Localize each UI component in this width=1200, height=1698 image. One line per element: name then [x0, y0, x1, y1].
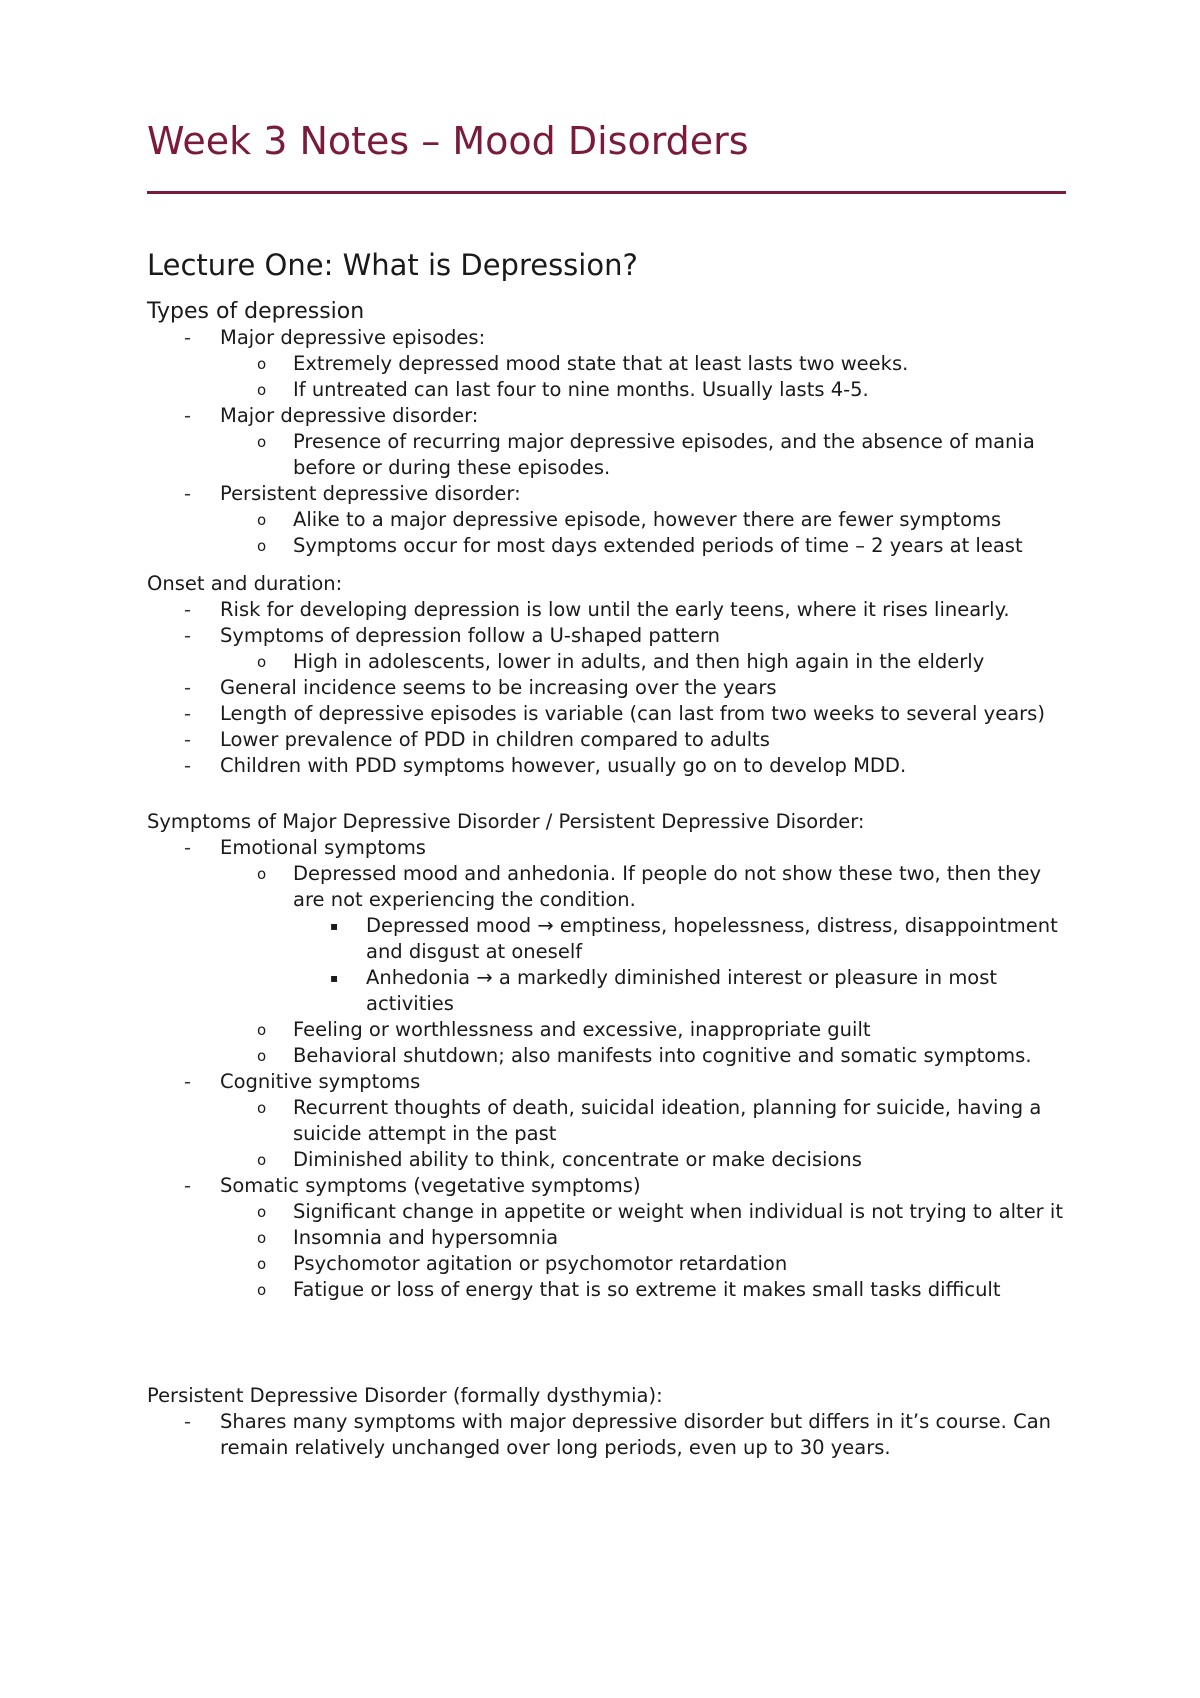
dash-bullet: -	[184, 728, 192, 751]
circle-bullet: o	[257, 1099, 267, 1117]
list-item: o Recurrent thoughts of death, suicidal ideation, planning for suicide, having a suicide attempt in the past	[257, 1096, 1042, 1145]
circle-bullet: o	[257, 1203, 267, 1221]
dash-bullet: -	[184, 676, 192, 699]
list-item: o If untreated can last four to nine months. Usually lasts 4-5.	[257, 378, 869, 401]
dash-bullet: -	[184, 1410, 192, 1433]
dash-bullet: -	[184, 624, 192, 647]
list-item: - Cognitive symptoms	[184, 1070, 421, 1093]
dash-bullet: -	[184, 702, 192, 725]
pdd-label: Persistent Depressive Disorder (formally dysthymia):	[147, 1384, 663, 1407]
circle-bullet: o	[257, 865, 267, 883]
list-item: o Presence of recurring major depressive episodes, and the absence of mania before or during these episodes.	[257, 430, 1035, 479]
list-item: - Somatic symptoms (vegetative symptoms)	[184, 1174, 641, 1197]
list-item: - Persistent depressive disorder:	[184, 482, 521, 505]
list-item: - Major depressive episodes:	[184, 326, 486, 349]
dash-bullet: -	[184, 598, 192, 621]
list-item: - Lower prevalence of PDD in children compared to adults	[184, 728, 770, 751]
list-item: o Symptoms occur for most days extended periods of time – 2 years at least	[257, 534, 1023, 557]
list-item: ▪ Depressed mood → emptiness, hopelessness, distress, disappointment and disgust at oneself	[330, 914, 1058, 963]
list-item: o Depressed mood and anhedonia. If people do not show these two, then they are not experiencing the condition.	[257, 862, 1042, 911]
list-item: - Length of depressive episodes is variable (can last from two weeks to several years)	[184, 702, 1045, 725]
list-item: ▪ Anhedonia → a markedly diminished interest or pleasure in most activities	[330, 966, 998, 1015]
circle-bullet: o	[257, 1229, 267, 1247]
list-item: o Behavioral shutdown; also manifests into cognitive and somatic symptoms.	[257, 1044, 1032, 1067]
dash-bullet: -	[184, 1174, 192, 1197]
dash-bullet: -	[184, 326, 192, 349]
list-item: o Alike to a major depressive episode, however there are fewer symptoms	[257, 508, 1002, 531]
symptoms-label: Symptoms of Major Depressive Disorder / Persistent Depressive Disorder:	[147, 810, 865, 833]
list-item: - Shares many symptoms with major depressive disorder but differs in it’s course. Can remain relatively unchanged over long periods, even up to 30 years.	[184, 1410, 1051, 1459]
list-item: o Extremely depressed mood state that at least lasts two weeks.	[257, 352, 909, 375]
circle-bullet: o	[257, 1047, 267, 1065]
circle-bullet: o	[257, 355, 267, 373]
circle-bullet: o	[257, 653, 267, 671]
title-divider	[147, 191, 1066, 194]
dash-bullet: -	[184, 404, 192, 427]
list-item: - Emotional symptoms	[184, 836, 426, 859]
circle-bullet: o	[257, 511, 267, 529]
circle-bullet: o	[257, 433, 267, 451]
list-item: o Feeling or worthlessness and excessive, inappropriate guilt	[257, 1018, 871, 1041]
list-item: - Children with PDD symptoms however, usually go on to develop MDD.	[184, 754, 907, 777]
types-heading: Types of depression	[147, 299, 365, 324]
dash-bullet: -	[184, 836, 192, 859]
list-item: o Diminished ability to think, concentrate or make decisions	[257, 1148, 862, 1171]
circle-bullet: o	[257, 537, 267, 555]
list-item: o Insomnia and hypersomnia	[257, 1226, 559, 1249]
list-item: - Risk for developing depression is low until the early teens, where it rises linearly.	[184, 598, 1010, 621]
square-bullet: ▪	[330, 919, 339, 933]
dash-bullet: -	[184, 482, 192, 505]
circle-bullet: o	[257, 1151, 267, 1169]
notes-body	[147, 325, 1067, 1461]
dash-bullet: -	[184, 754, 192, 777]
onset-label: Onset and duration:	[147, 572, 343, 595]
circle-bullet: o	[257, 1281, 267, 1299]
dash-bullet: -	[184, 1070, 192, 1093]
circle-bullet: o	[257, 1021, 267, 1039]
circle-bullet: o	[257, 381, 267, 399]
list-item: o High in adolescents, lower in adults, and then high again in the elderly	[257, 650, 985, 673]
list-item: o Psychomotor agitation or psychomotor retardation	[257, 1252, 788, 1275]
list-item: o Significant change in appetite or weight when individual is not trying to alter it	[257, 1200, 1063, 1223]
document-title: Week 3 Notes – Mood Disorders	[147, 119, 749, 163]
square-bullet: ▪	[330, 971, 339, 985]
list-item: - Major depressive disorder:	[184, 404, 479, 427]
list-item: - Symptoms of depression follow a U-shaped pattern	[184, 624, 721, 647]
list-item: o Fatigue or loss of energy that is so extreme it makes small tasks difficult	[257, 1278, 1001, 1301]
list-item: - General incidence seems to be increasing over the years	[184, 676, 777, 699]
lecture-heading: Lecture One: What is Depression?	[147, 248, 638, 282]
circle-bullet: o	[257, 1255, 267, 1273]
